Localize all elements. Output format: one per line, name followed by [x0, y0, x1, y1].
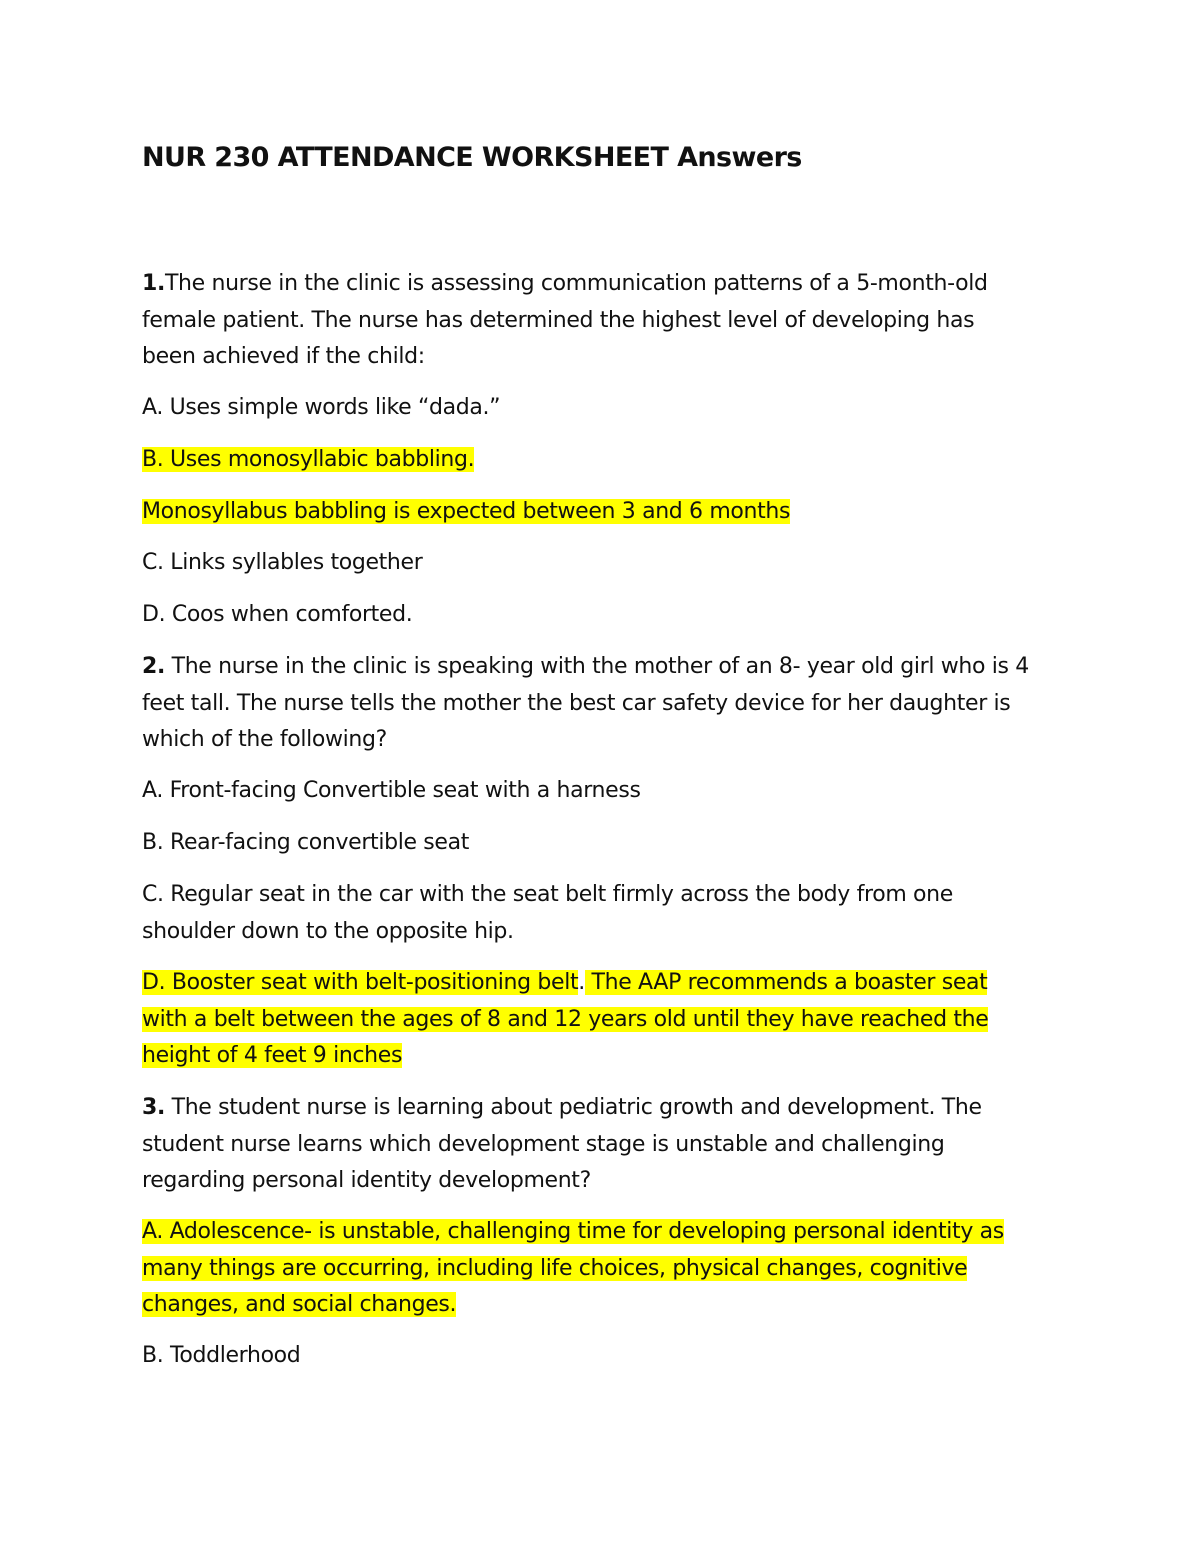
question-2-answer — [142, 965, 1062, 1075]
question-2-option-b-text: B. Rear-facing convertible seat — [142, 830, 470, 855]
question-2-rationale-line-1: The AAP recommends a boaster seat — [584, 970, 988, 995]
question-3-answer — [142, 1214, 1062, 1324]
question-3-answer-line-2: many things are occurring, including life choices, physical changes, cognitive — [142, 1255, 968, 1281]
question-2-stem-line-3: which of the following? — [142, 727, 387, 752]
question-2-option-d-highlighted: D. Booster seat with belt-positioning belt — [142, 970, 579, 995]
question-1-option-a — [142, 390, 1062, 427]
question-1-stem-line-3: been achieved if the child: — [142, 344, 425, 369]
question-2-option-d-period: . — [578, 970, 585, 995]
question-1-option-c-text: C. Links syllables together — [142, 550, 423, 575]
question-3-stem-line-3: regarding personal identity development? — [142, 1168, 591, 1193]
question-1-stem-line-1: The nurse in the clinic is assessing communication patterns of a 5-month-old — [164, 271, 988, 296]
question-1-stem — [142, 266, 1062, 376]
question-2-stem — [142, 649, 1062, 759]
question-3-stem — [142, 1090, 1062, 1200]
question-1-option-b — [142, 442, 1062, 479]
question-2-option-c-line-2: shoulder down to the opposite hip. — [142, 918, 514, 944]
question-1-rationale-highlighted: Monosyllabus babbling is expected between 3 and 6 months — [142, 499, 791, 524]
question-2-rationale-line-3: height of 4 feet 9 inches — [142, 1043, 403, 1068]
question-2-number: 2. — [142, 654, 165, 679]
question-3-stem-line-2: student nurse learns which development stage is unstable and challenging — [142, 1131, 945, 1157]
question-2-option-a — [142, 773, 1062, 810]
question-2-option-b — [142, 825, 1062, 862]
question-2-stem-line-1: The nurse in the clinic is speaking with the mother of an 8- year old girl who is 4 — [164, 654, 1029, 679]
question-3-number: 3. — [142, 1095, 165, 1120]
question-3-option-b-text: B. Toddlerhood — [142, 1343, 301, 1368]
question-2-stem-line-2: feet tall. The nurse tells the mother the best car safety device for her daughter is — [142, 690, 1011, 716]
question-1-option-c — [142, 545, 1062, 582]
question-2-rationale-line-2: with a belt between the ages of 8 and 12 years old until they have reached the — [142, 1006, 989, 1032]
question-1-option-d — [142, 597, 1062, 634]
question-3-answer-line-3: changes, and social changes. — [142, 1292, 457, 1317]
question-1-stem-line-2: female patient. The nurse has determined the highest level of developing has — [142, 307, 975, 333]
question-1-number: 1. — [142, 271, 165, 296]
question-1-rationale — [142, 494, 1062, 531]
question-3-answer-line-1: A. Adolescence- is unstable, challenging time for developing personal identity as — [142, 1219, 1004, 1244]
question-1-option-b-highlighted: B. Uses monosyllabic babbling. — [142, 447, 475, 472]
page-title: NUR 230 ATTENDANCE WORKSHEET Answers — [142, 142, 802, 173]
question-2-option-a-text: A. Front-facing Convertible seat with a harness — [142, 778, 641, 803]
question-3-stem-line-1: The student nurse is learning about pediatric growth and development. The — [164, 1095, 982, 1120]
question-3-option-b — [142, 1338, 1062, 1375]
question-1-option-a-text: A. Uses simple words like “dada.” — [142, 395, 501, 420]
question-2-option-c-line-1: C. Regular seat in the car with the seat belt firmly across the body from one — [142, 882, 953, 907]
question-2-option-c — [142, 877, 1062, 950]
question-1-option-d-text: D. Coos when comforted. — [142, 602, 413, 627]
